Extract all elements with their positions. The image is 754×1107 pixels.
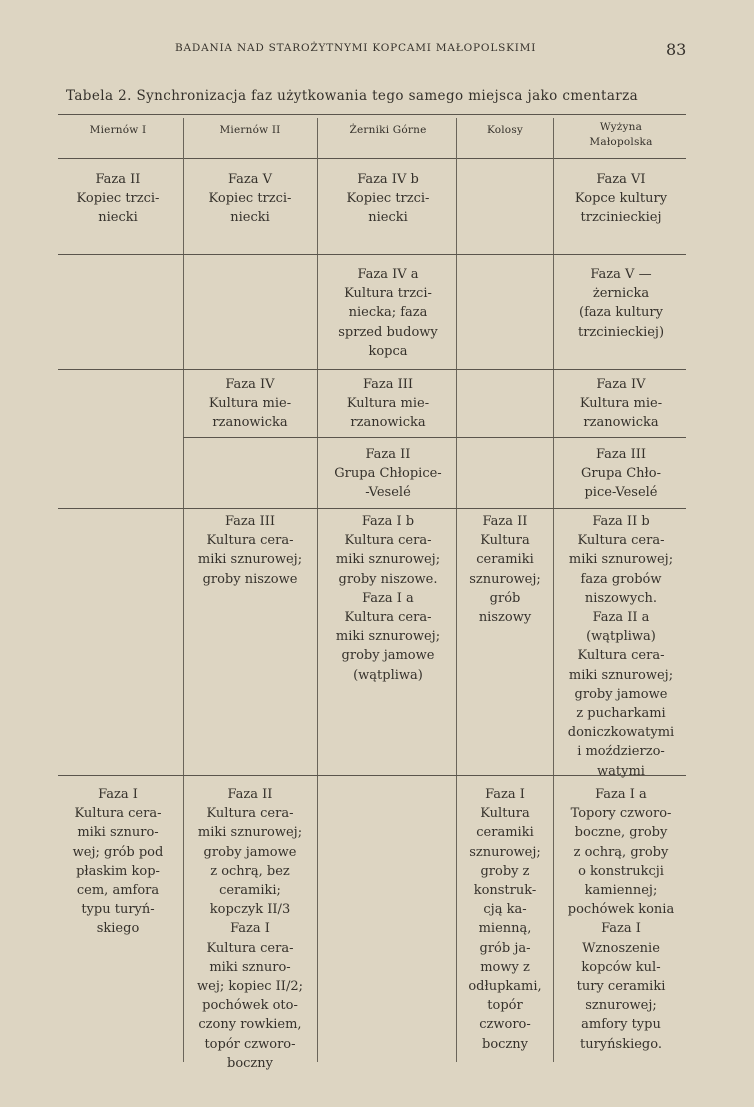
column-divider (317, 118, 318, 1062)
page-number: 83 (666, 40, 687, 59)
column-divider (553, 118, 554, 1062)
table-cell: Faza II Kultura cera- miki sznurowej; groby jamowe z ochrą, bez ceramiki; kopczyk II/3 Faza I Kultura cera- miki sznuro- wej; kopiec II/2; pochówek oto- czony rowkiem, topór czworo- boczny (197, 787, 303, 1071)
table-cell: Faza V — żernicka (faza kultury trzcinieckiej) (577, 267, 665, 340)
row-rule (183, 437, 686, 438)
column-header-miernow-2: Miernów II (219, 124, 281, 136)
table-cell: Faza II Kultura ceramiki sznurowej; grób niszowy (469, 514, 541, 626)
column-header-zerniki-gorne: Żerniki Górne (349, 124, 427, 136)
column-divider (183, 118, 184, 1062)
running-head: BADANIA NAD STAROŻYTNYMI KOPCAMI MAŁOPOLSKIMI (175, 42, 537, 54)
table-cell: Faza VI Kopce kultury trzcinieckiej (574, 172, 668, 226)
column-header-kolosy: Kolosy (486, 124, 524, 136)
table-cell: Faza II Grupa Chłopice- -Veselé (334, 447, 442, 501)
table-cell: Faza IV b Kopiec trzci- niecki (346, 172, 430, 226)
column-header-wyzyna-malopolska: Wyżyna Małopolska (589, 121, 653, 148)
table-cell: Faza IV a Kultura trzci- niecka; faza sprzed budowy kopca (338, 267, 438, 359)
table-cell: Faza V Kopiec trzci- niecki (208, 172, 292, 226)
table-cell: Faza IV Kultura mie- rzanowicka (579, 377, 663, 431)
table-cell: Faza I Kultura cera- miki sznuro- wej; grób pod płaskim kop- cem, amfora typu turyń- skiego (72, 787, 164, 937)
table-top-rule (58, 114, 686, 115)
table-cell: Faza III Grupa Chło- pice-Veselé (581, 447, 661, 501)
table-cell: Faza II b Kultura cera- miki sznurowej; faza grobów niszowych. Faza II a (wątpliwa) Kultura cera- miki sznurowej; groby jamowe z pucharkami doniczkowatymi i moździerzo- watymi (567, 514, 675, 779)
row-rule (58, 369, 686, 370)
table-cell: Faza IV Kultura mie- rzanowicka (208, 377, 292, 431)
table-cell: Faza I Kultura ceramiki sznurowej; groby z konstruk- cją ka- mienną, grób ja- mowy z odłupkami, topór czworo- boczny (468, 787, 542, 1052)
row-rule (58, 508, 686, 509)
table-cell: Faza I b Kultura cera- miki sznurowej; groby niszowe. Faza I a Kultura cera- miki sznurowej; groby jamowe (wątpliwa) (335, 514, 441, 683)
table-cell: Faza III Kultura mie- rzanowicka (346, 377, 430, 431)
column-divider (456, 118, 457, 1062)
column-header-miernow-1: Miernów I (89, 124, 147, 136)
table-caption: Tabela 2. Synchronizacja faz użytkowania tego samego miejsca jako cmentarza (66, 88, 639, 104)
table-cell: Faza III Kultura cera- miki sznurowej; groby niszowe (197, 514, 303, 587)
row-rule (58, 254, 686, 255)
table-cell: Faza II Kopiec trzci- niecki (76, 172, 160, 226)
table-cell: Faza I a Topory czworo- boczne, groby z ochrą, groby o konstrukcji kamiennej; pochówek konia Faza I Wznoszenie kopców kul- tury ceramiki sznurowej; amfory typu turyńskiego. (567, 787, 675, 1052)
header-bottom-rule (58, 158, 686, 159)
